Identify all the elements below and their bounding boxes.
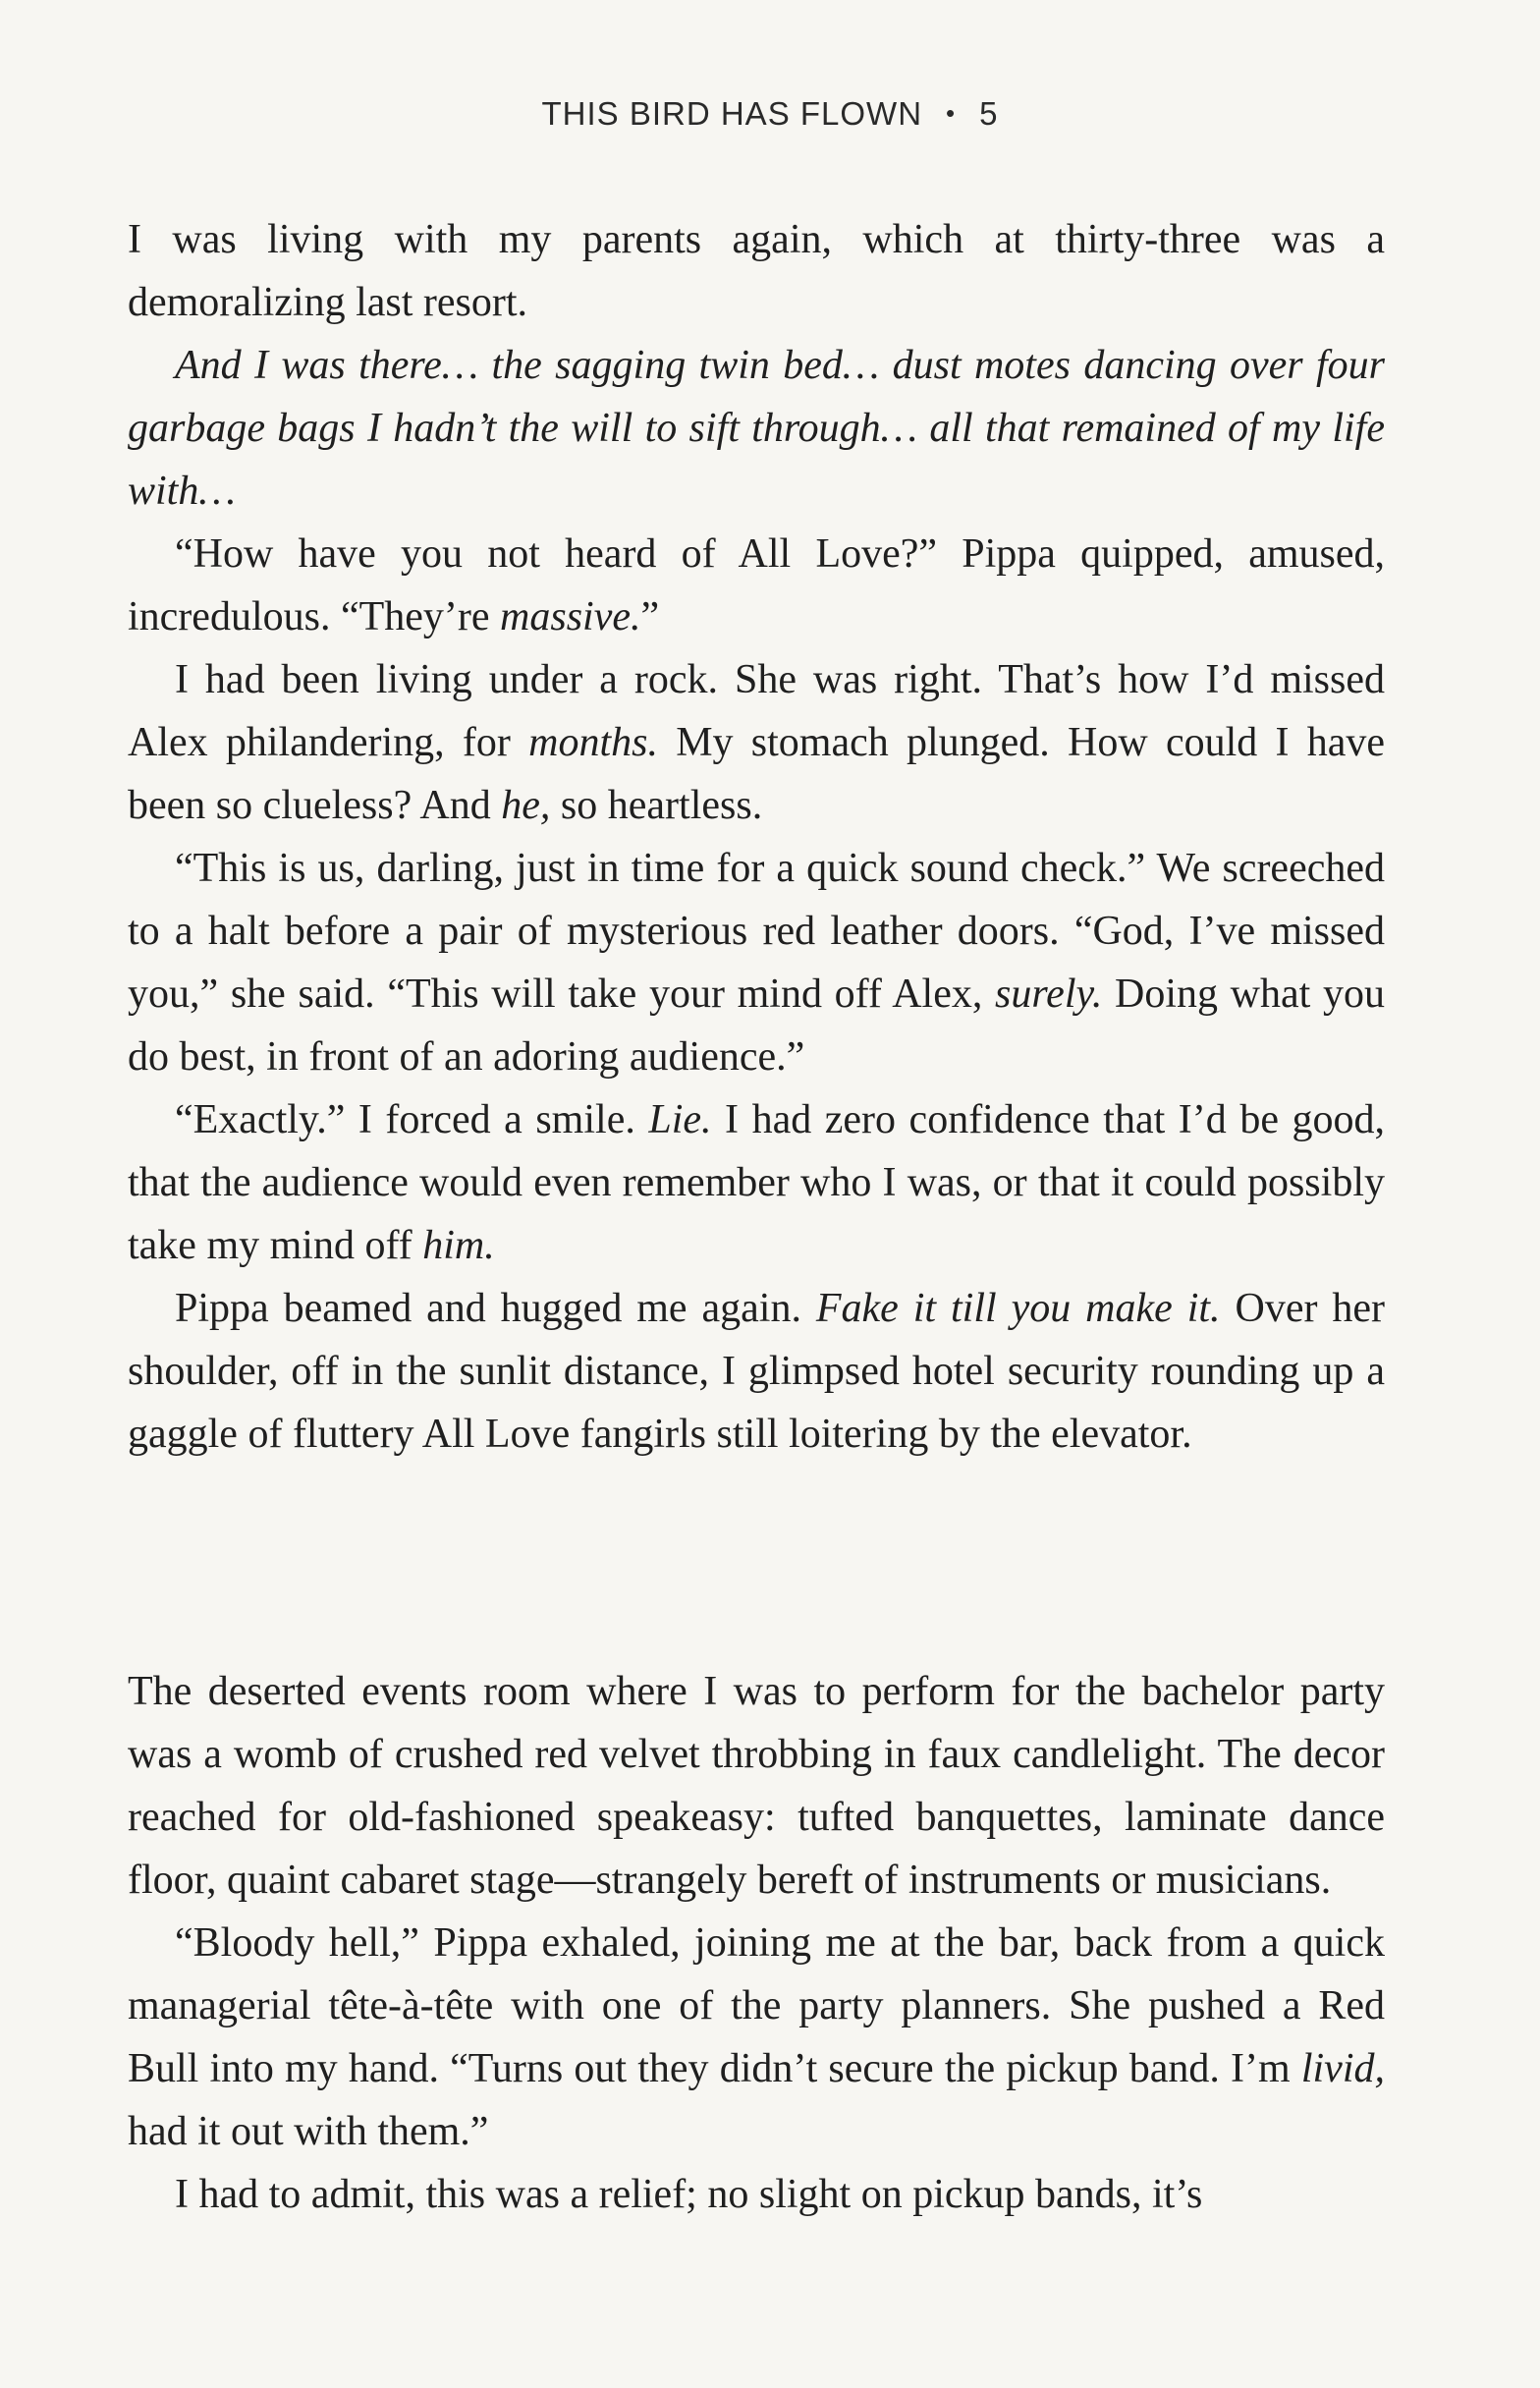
paragraph	[128, 523, 1385, 648]
paragraph	[128, 1277, 1385, 1466]
paragraph: I had to admit, this was a relief; no slight on pickup bands, it’s	[175, 2172, 1203, 2217]
text-run: “How have you not heard of All Love?” Pippa quipped, amused, incredulous. “They’re	[128, 531, 1385, 639]
text-run: ”	[640, 594, 660, 639]
text-run: I had zero confidence that I’d be good, that the audience would even remember who I was, or that it could possibly take my mind off	[128, 1097, 1385, 1268]
text-run: “This is us, darling, just in time for a quick sound check.” We screeched to a halt before a pair of mysterious red leather doors. “God, I’ve missed you,” she said. “This will take your mind off Alex,	[128, 846, 1385, 1017]
text-run: “Exactly.” I forced a smile.	[175, 1097, 649, 1142]
italic-text: months.	[528, 720, 658, 765]
book-title: THIS BIRD HAS FLOWN	[541, 95, 923, 132]
italic-text: Fake it till you make it.	[815, 1286, 1221, 1331]
paragraph	[128, 837, 1385, 1088]
text-section-2	[128, 1660, 1385, 2226]
italic-text: And I was there… the sagging twin bed… dust motes dancing over four garbage bags I hadn’t the will to sift through… all that remained of my life with…	[128, 343, 1385, 514]
paragraph	[128, 1088, 1385, 1277]
text-run: “Bloody hell,” Pippa exhaled, joining me at the bar, back from a quick managerial tête-à-tête with one of the party planners. She pushed a Red Bull into my hand. “Turns out they didn’t secure the pickup band. I’m	[128, 1920, 1385, 2091]
text-run: so heartless.	[550, 783, 763, 828]
italic-text: he,	[501, 783, 551, 828]
paragraph-italic	[128, 334, 1385, 523]
italic-text: him.	[422, 1223, 495, 1268]
text-run: My stomach plunged. How could I have been so clueless? And	[128, 720, 1385, 828]
running-header	[0, 95, 1540, 133]
text-run: I had been living under a rock. She was right. That’s how I’d missed Alex philandering, for	[128, 657, 1385, 765]
italic-text: Lie.	[648, 1097, 712, 1142]
text-section-1	[128, 208, 1385, 1466]
page-number: 5	[979, 95, 999, 132]
paragraph	[128, 1912, 1385, 2163]
header-separator: •	[946, 98, 957, 128]
italic-text: surely.	[995, 972, 1103, 1017]
text-run: Pippa beamed and hugged me again.	[175, 1286, 816, 1331]
text-run: Doing what you do best, in front of an adoring audience.”	[128, 972, 1385, 1080]
paragraph: The deserted events room where I was to perform for the bachelor party was a womb of crushed red velvet throbbing in faux candlelight. The decor reached for old-fashioned speakeasy: tufted banquettes, laminate dance floor, quaint cabaret stage—strangely bereft of instruments or musicians.	[128, 1669, 1385, 1903]
paragraph: I was living with my parents again, which at thirty-three was a demoralizing last resort.	[128, 217, 1385, 325]
italic-text: massive.	[500, 594, 641, 639]
text-run: had it out with them.”	[128, 2109, 489, 2154]
text-run: Over her shoulder, off in the sunlit distance, I glimpsed hotel security rounding up a gaggle of fluttery All Love fangirls still loitering by the elevator.	[128, 1286, 1386, 1457]
paragraph	[128, 648, 1385, 837]
italic-text: livid,	[1300, 2046, 1385, 2091]
